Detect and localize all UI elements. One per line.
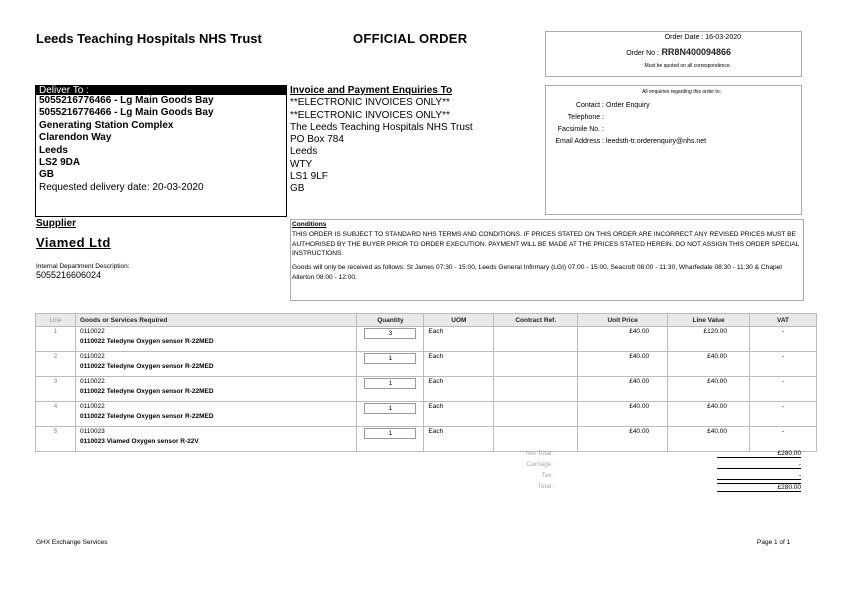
col-goods: Goods or Services Required (75, 314, 356, 327)
contact-label: Contact : (575, 102, 604, 109)
net-total-label: Net Total : (525, 450, 555, 457)
table-row (36, 352, 817, 377)
item-description: 0110023 Viamed Oxygen sensor R-22V (79, 438, 199, 445)
invoice-line: Leeds (290, 146, 318, 158)
order-no-row (626, 47, 731, 57)
deliver-line: LS2 9DA (39, 157, 81, 169)
telephone-label: Telephone : (567, 114, 604, 121)
cell-goods (75, 352, 356, 377)
table-header-row (36, 314, 817, 327)
cell-vat: - (750, 327, 817, 352)
cell-line-value: £120.00 (668, 327, 750, 352)
cell-uom: Each (424, 352, 494, 377)
cell-uom: Each (424, 427, 494, 452)
conditions-terms: THIS ORDER IS SUBJECT TO STANDARD NHS TERMS AND CONDITIONS. IF PRICES STATED ON THIS ORDER ARE INCORRECT ANY REVISED PRICES MUST BE AUTHORISED BY THE BUYER PRIOR TO ORDER EXECUTION. PAYMENT WILL BE MADE AT THE PRICES STATED HEREIN. DO NOT ASSIGN THIS ORDER SPECIAL INSTRUCTIONS. (292, 230, 800, 258)
invoice-line: LS1 9LF (290, 171, 328, 183)
invoice-line: WTY (290, 158, 313, 170)
cell-line-value: £40.00 (668, 352, 750, 377)
invoice-line: GB (290, 183, 305, 195)
cell-uom: Each (424, 327, 494, 352)
cell-contract (494, 377, 578, 402)
col-quantity: Quantity (357, 314, 424, 327)
cell-quantity (357, 402, 424, 427)
item-description: 0110022 Teledyne Oxygen sensor R-22MED (79, 413, 214, 420)
col-uom: UOM (424, 314, 494, 327)
item-code: 0110022 (79, 353, 105, 360)
invoice-line: **ELECTRONIC INVOICES ONLY** (290, 109, 450, 121)
cell-line: 1 (36, 327, 76, 352)
order-no-label: Order No : (626, 50, 659, 57)
enquiries-note: All enquiries regarding this order to: (642, 89, 721, 95)
conditions-delivery-hours: Goods will only be received as follows: St James 07:30 - 15:00, Leeds General Infirmary (LGI) 07:00 - 15:00, Seacroft 08:00 - 11:30, Wharfedale 08:30 - 11:30 & Chapel Allerton 08:00 - 12:00. (292, 264, 782, 281)
order-info-box (545, 31, 802, 77)
item-description: 0110022 Teledyne Oxygen sensor R-22MED (79, 388, 214, 395)
cell-goods (75, 327, 356, 352)
carriage-label: Carriage : (526, 461, 555, 468)
deliver-line: Generating Station Complex (39, 119, 174, 131)
enquiries-box (545, 85, 802, 215)
item-description: 0110022 Teledyne Oxygen sensor R-22MED (79, 338, 214, 345)
total-value: £280.00 (717, 483, 801, 492)
cell-line: 2 (36, 352, 76, 377)
order-date-row (665, 34, 741, 41)
fax-label: Facsimile No. : (557, 126, 604, 133)
table-row (36, 402, 817, 427)
invoice-title: Invoice and Payment Enquiries To (290, 85, 453, 96)
cell-contract (494, 352, 578, 377)
invoice-address (290, 85, 542, 213)
cell-goods (75, 377, 356, 402)
cell-contract (494, 402, 578, 427)
cell-unit-price: £40.00 (578, 377, 668, 402)
cell-line: 4 (36, 402, 76, 427)
table-row (36, 377, 817, 402)
email-label: Email Address : (555, 138, 604, 145)
item-description: 0110022 Teledyne Oxygen sensor R-22MED (79, 363, 214, 370)
carriage-value: - (717, 461, 801, 469)
quantity-field[interactable]: 1 (364, 378, 416, 389)
item-code: 0110022 (79, 378, 105, 385)
item-code: 0110022 (79, 403, 105, 410)
quote-note: Must be quoted on all correspondence. (644, 63, 731, 69)
cell-unit-price: £40.00 (578, 427, 668, 452)
cell-line: 3 (36, 377, 76, 402)
deliver-line: Clarendon Way (39, 132, 112, 144)
cell-vat: - (750, 402, 817, 427)
deliver-to-title: Deliver To : (36, 86, 286, 95)
cell-contract (494, 327, 578, 352)
cell-uom: Each (424, 402, 494, 427)
item-code: 0110022 (79, 328, 105, 335)
cell-line-value: £40.00 (668, 377, 750, 402)
order-date-value: 16-03-2020 (705, 34, 741, 41)
col-line: Line (36, 314, 76, 327)
table-row (36, 327, 817, 352)
cell-uom: Each (424, 377, 494, 402)
item-code: 0110023 (79, 428, 105, 435)
quantity-field[interactable]: 1 (364, 353, 416, 364)
footer-provider: GHX Exchange Services (36, 539, 108, 546)
requested-delivery-date: Requested delivery date: 20-03-2020 (39, 181, 204, 193)
col-line-value: Line Value (668, 314, 750, 327)
contact-value: Order Enquiry (606, 102, 650, 109)
supplier-label: Supplier (36, 218, 77, 229)
order-items-table (35, 313, 817, 452)
col-vat: VAT (750, 314, 817, 327)
department-value: 5055216606024 (36, 270, 102, 280)
total-label: Total : (537, 483, 555, 490)
page-number: Page 1 of 1 (757, 539, 791, 546)
table-row (36, 427, 817, 452)
cell-unit-price: £40.00 (578, 327, 668, 352)
invoice-line: The Leeds Teaching Hospitals NHS Trust (290, 121, 473, 133)
deliver-to-box (35, 85, 287, 217)
document-title: OFFICIAL ORDER (353, 31, 468, 46)
net-total-value: £280.00 (717, 450, 801, 458)
invoice-line: **ELECTRONIC INVOICES ONLY** (290, 97, 450, 109)
deliver-line: Leeds (39, 144, 68, 156)
cell-vat: - (750, 377, 817, 402)
col-unit-price: Unit Price (578, 314, 668, 327)
cell-line-value: £40.00 (668, 427, 750, 452)
quantity-field[interactable]: 1 (364, 403, 416, 414)
col-contract: Contract Ref. (494, 314, 578, 327)
email-value: leedsth-tr.orderenquiry@nhs.net (606, 138, 707, 145)
cell-quantity (357, 377, 424, 402)
cell-goods (75, 427, 356, 452)
cell-quantity (357, 352, 424, 377)
quantity-field[interactable]: 3 (364, 328, 416, 339)
deliver-line: 5055216776466 - Lg Main Goods Bay (39, 95, 214, 106)
tax-label: Tax : (541, 472, 555, 479)
order-no-value: RR8N400094866 (661, 47, 731, 57)
cell-line-value: £40.00 (668, 402, 750, 427)
deliver-line: 5055216776466 - Lg Main Goods Bay (39, 107, 214, 119)
supplier-name: Viamed Ltd (36, 235, 111, 250)
cell-quantity (357, 427, 424, 452)
cell-line: 5 (36, 427, 76, 452)
cell-contract (494, 427, 578, 452)
trust-name: Leeds Teaching Hospitals NHS Trust (36, 31, 262, 46)
cell-quantity (357, 327, 424, 352)
quantity-field[interactable]: 1 (364, 428, 416, 439)
tax-value: - (717, 472, 801, 480)
cell-unit-price: £40.00 (578, 352, 668, 377)
cell-vat: - (750, 352, 817, 377)
cell-goods (75, 402, 356, 427)
conditions-title: Conditions (292, 221, 327, 228)
deliver-line: GB (39, 169, 54, 181)
department-label: Internal Department Description: (36, 263, 130, 270)
cell-vat: - (750, 427, 817, 452)
cell-unit-price: £40.00 (578, 402, 668, 427)
order-date-label: Order Date : (664, 34, 704, 41)
invoice-line: PO Box 784 (290, 134, 344, 146)
conditions-box (290, 219, 804, 301)
